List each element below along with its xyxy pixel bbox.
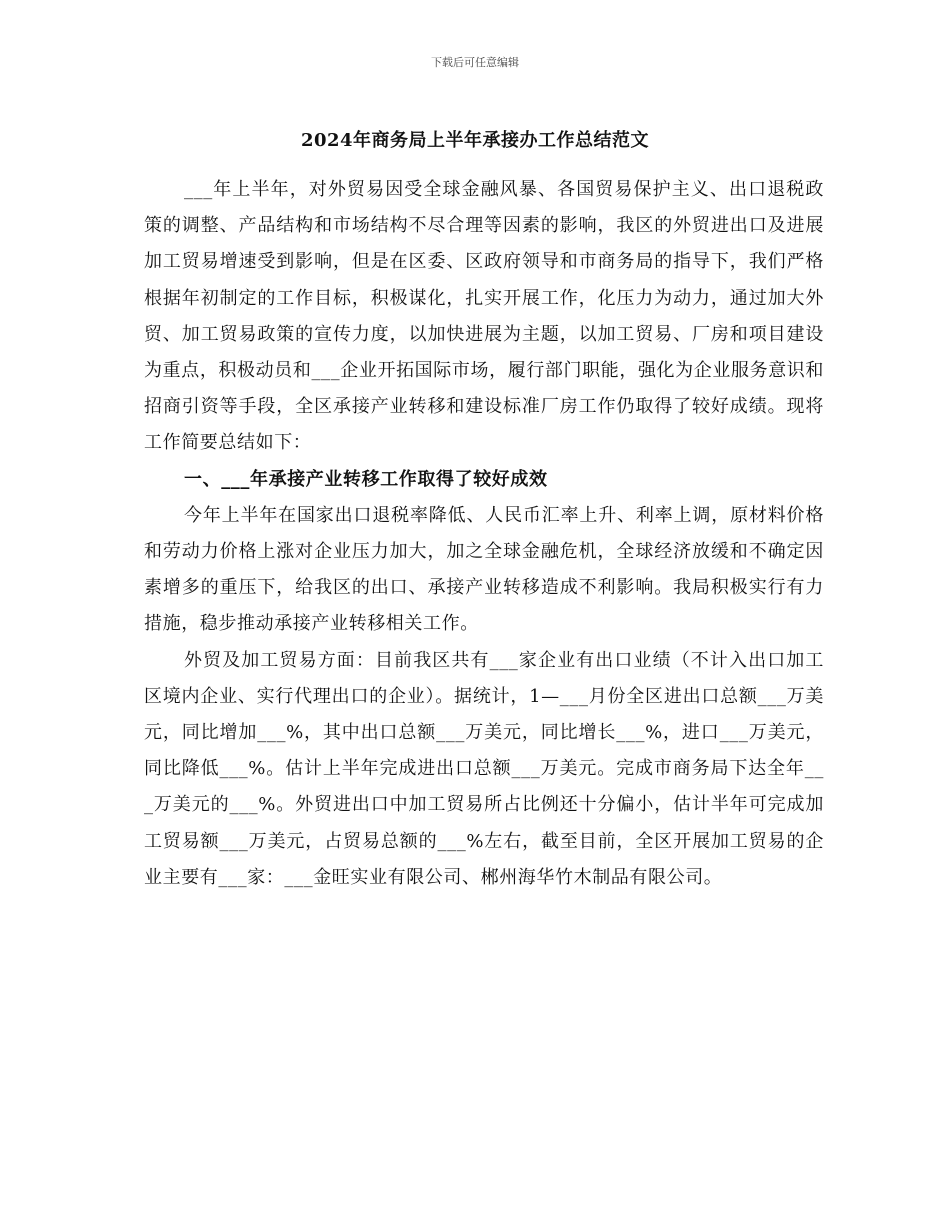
intro-paragraph: ___年上半年，对外贸易因受全球金融风暴、各国贸易保护主义、出口退税政策的调整、产品结构和市场结构不尽合理等因素的影响，我区的外贸进出口及进展加工贸易增速受到影响，但是在区委、区政府领导和市商务局的指导下，我们严格根据年初制定的工作目标，积极谋化，扎实开展工作，化压力为动力，通过加大外贸、加工贸易政策的宣传力度，以加快进展为主题，以加工贸易、厂房和项目建设为重点，积极动员和___企业开拓国际市场，履行部门职能，强化为企业服务意识和招商引资等手段，全区承接产业转移和建设标准厂房工作仍取得了较好成绩。现将工作简要总结如下： bbox=[144, 179, 824, 454]
page-header-note: 下载后可任意编辑 bbox=[431, 56, 519, 69]
document-body bbox=[144, 172, 824, 896]
section-1-paragraph-1: 今年上半年在国家出口退税率降低、人民币汇率上升、利率上调，原材料价格和劳动力价格上涨对企业压力加大，加之全球金融危机，全球经济放缓和不确定因素增多的重压下，给我区的出口、承接产业转移造成不利影响。我局积极实行有力措施，稳步推动承接产业转移相关工作。 bbox=[144, 504, 824, 635]
section-1-paragraph-2: 外贸及加工贸易方面：目前我区共有___家企业有出口业绩（不计入出口加工区境内企业、实行代理出口的企业）。据统计，1—___月份全区进出口总额___万美元，同比增加___%，其中出口总额___万美元，同比增长___%，进口___万美元，同比降低___%。估计上半年完成进出口总额___万美元。完成市商务局下达全年___万美元的___%。外贸进出口中加工贸易所占比例还十分偏小，估计半年可完成加工贸易额___万美元，占贸易总额的___%左右，截至目前，全区开展加工贸易的企业主要有___家：___金旺实业有限公司、郴州海华竹木制品有限公司。 bbox=[144, 649, 824, 888]
document-title: 2024年商务局上半年承接办工作总结范文 bbox=[300, 130, 650, 151]
section-1-heading: 一、___年承接产业转移工作取得了较好成效 bbox=[184, 468, 548, 490]
